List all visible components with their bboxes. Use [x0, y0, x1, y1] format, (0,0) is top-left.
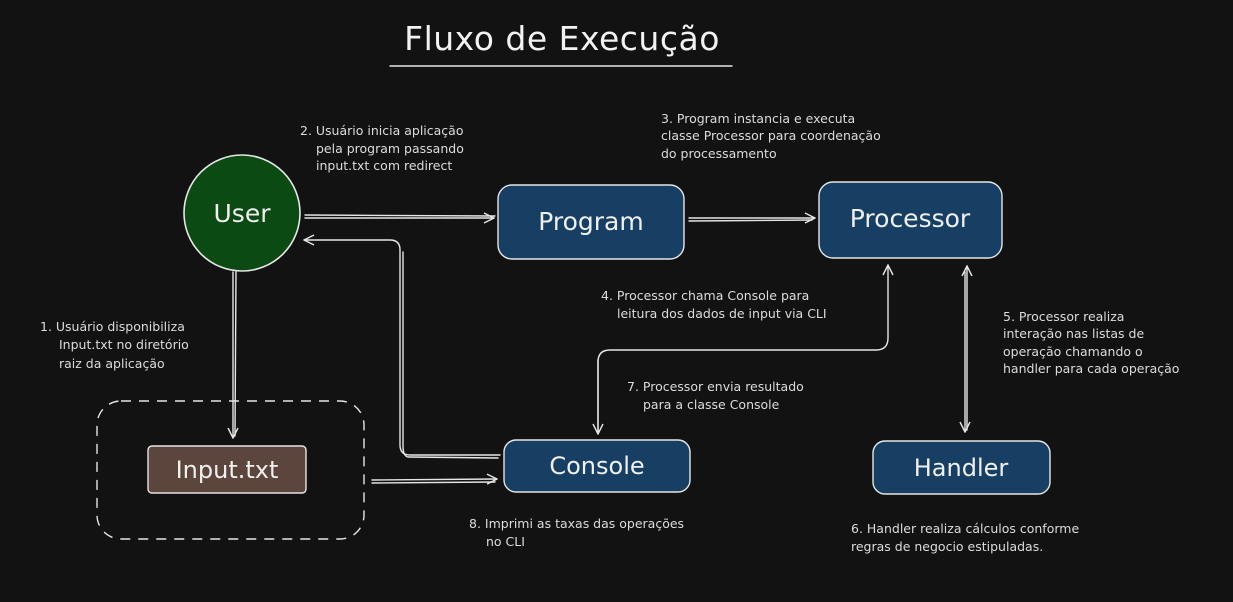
arrow-user-to-input-double [235, 272, 236, 436]
note-6-line-2: regras de negocio estipuladas. [851, 539, 1044, 554]
note-5-line-3: operação chamando o [1003, 344, 1143, 359]
note-4 [601, 288, 827, 321]
note-3 [661, 111, 885, 161]
note-7-line-2: para a classe Console [643, 397, 780, 412]
handler-node-label: Handler [913, 454, 1009, 482]
arrow-console-to-user-double [403, 252, 498, 458]
note-3-line-2: classe Processor para coordenação [661, 128, 881, 143]
arrow-user-to-program [305, 215, 495, 216]
program-node-label: Program [538, 207, 644, 236]
console-node-label: Console [549, 452, 645, 480]
user-node-label: User [213, 199, 271, 228]
note-2 [300, 123, 468, 173]
note-5-line-4: handler para cada operação [1003, 361, 1180, 376]
note-6-line-1: 6. Handler realiza cálculos conforme [851, 521, 1080, 536]
note-1-line-3: raiz da aplicação [59, 356, 165, 371]
note-6 [851, 521, 1083, 554]
note-4-line-1: 4. Processor chama Console para [601, 288, 810, 303]
note-2-line-1: 2. Usuário inicia aplicação [300, 123, 464, 138]
arrow-console-to-user [304, 240, 500, 455]
note-8-line-1: 8. Imprimi as taxas das operações [469, 516, 685, 531]
note-2-line-3: input.txt com redirect [316, 158, 453, 173]
note-8 [469, 516, 688, 549]
note-1 [40, 319, 193, 371]
arrow-input-to-console-double [372, 482, 495, 483]
arrow-input-to-console [372, 479, 497, 480]
note-2-line-2: pela program passando [316, 141, 464, 156]
note-5-line-1: 5. Processor realiza [1003, 309, 1125, 324]
note-8-line-2: no CLI [486, 534, 525, 549]
note-7-line-1: 7. Processor envia resultado [627, 379, 804, 394]
input-file-label: Input.txt [175, 456, 279, 484]
processor-node-label: Processor [849, 204, 971, 233]
diagram-title: Fluxo de Execução [404, 19, 720, 58]
note-5-line-2: interação nas listas de [1003, 326, 1145, 341]
note-5 [1003, 309, 1179, 376]
note-7 [627, 379, 808, 412]
note-3-line-1: 3. Program instancia e executa [661, 111, 856, 126]
note-1-line-2: Input.txt no diretório [59, 337, 189, 352]
arrow-program-to-processor-double [689, 220, 812, 221]
note-3-line-3: do processamento [661, 146, 777, 161]
note-1-line-1: 1. Usuário disponibiliza [40, 319, 185, 334]
note-4-line-2: leitura dos dados de input via CLI [617, 306, 827, 321]
